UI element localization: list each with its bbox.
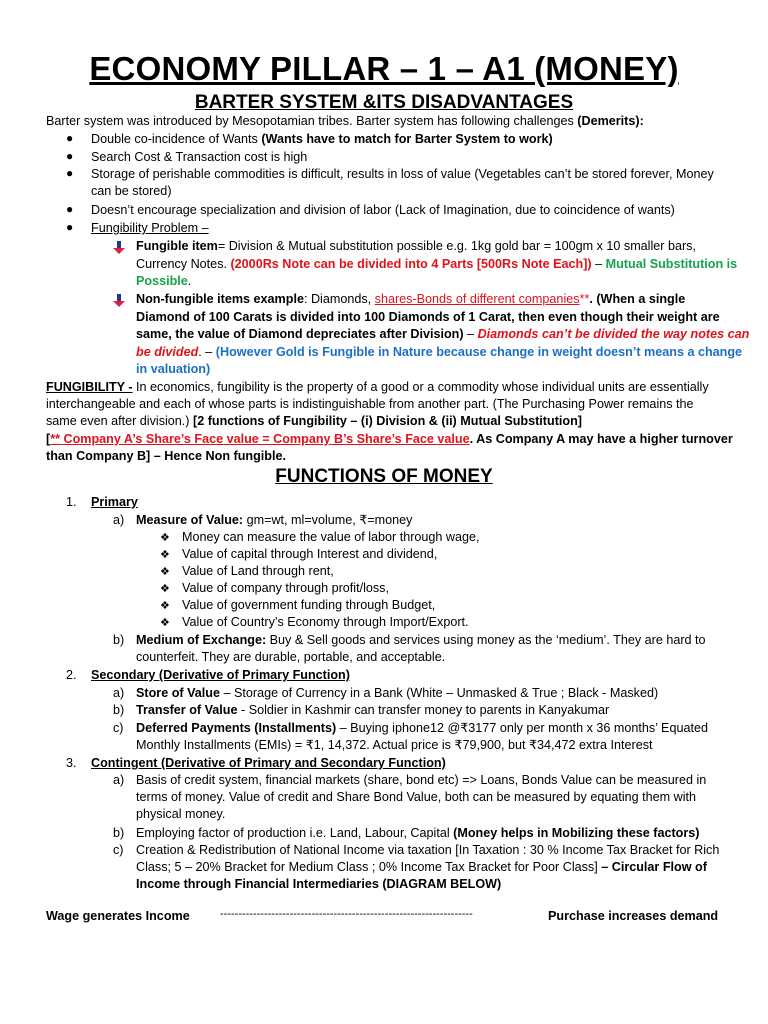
list-item: Fungibility Problem – bbox=[91, 221, 209, 235]
deferred-payments: Deferred Payments (Installments) – Buying iphone12 @₹3177 only per month x 36 months’ Equated bbox=[136, 721, 708, 735]
list-letter: b) bbox=[113, 826, 125, 840]
arrow-down-icon bbox=[113, 241, 125, 255]
diamond-bullet-icon: ❖ bbox=[160, 583, 170, 595]
diamond-bullet-icon: ❖ bbox=[160, 532, 170, 544]
nonfungible-line-3: same, the value of Diamond depreciates after Division) – Diamonds can’t be divided the way notes can bbox=[136, 327, 750, 341]
list-item: Double co-incidence of Wants (Wants have to match for Barter System to work) bbox=[91, 132, 553, 146]
list-letter: a) bbox=[113, 513, 125, 527]
deferred-payments-cont: Monthly Installments (EMIs) = ₹1, 14,372. Actual price is ₹79,900, but ₹34,472 extra Interest bbox=[136, 738, 653, 752]
diamond-bullet-icon: ❖ bbox=[160, 549, 170, 561]
fungible-line-2: Currency Notes. (2000Rs Note can be divided into 4 Parts [500Rs Note Each]) – Mutual Substitution is bbox=[136, 257, 738, 271]
credit-system-cont: terms of money. Value of credit and Share Bond Value, both can be measured by equating them with bbox=[136, 790, 697, 804]
fungibility-def-5: than Company B] – Hence Non fungible. bbox=[46, 449, 286, 463]
list-item: Value of Land through rent, bbox=[182, 564, 334, 578]
barter-intro: Barter system was introduced by Mesopotamian tribes. Barter system has following challenges (Demerits): bbox=[46, 114, 644, 128]
fungibility-def-2: interchangeable and each of whose parts is indistinguishable from another part. (The Purchasing Power remains the bbox=[46, 397, 694, 411]
fungibility-def-3: same even after division.) [2 functions of Fungibility – (i) Division & (ii) Mutual Substitution] bbox=[46, 414, 582, 428]
list-item: Doesn’t encourage specialization and division of labor (Lack of Imagination, due to coincidence of wants) bbox=[91, 203, 675, 217]
fungibility-def-4: [** Company A’s Share’s Face value = Company B’s Share’s Face value. As Company A may have a higher turnover bbox=[46, 432, 733, 446]
bullet-icon: ● bbox=[66, 149, 74, 163]
bullet-icon: ● bbox=[66, 131, 74, 145]
list-letter: a) bbox=[113, 773, 125, 787]
diamond-bullet-icon: ❖ bbox=[160, 600, 170, 612]
fungible-line-1: Fungible item= Division & Mutual substitution possible e.g. 1kg gold bar = 100gm x 10 smaller bars, bbox=[136, 239, 696, 253]
nonfungible-line-5: in valuation) bbox=[136, 362, 211, 376]
list-letter: a) bbox=[113, 686, 125, 700]
nonfungible-line-1: Non-fungible items example: Diamonds, shares-Bonds of different companies**. (When a single bbox=[136, 292, 686, 306]
diagram-dashed-line: --------------------------------------------------------------------- bbox=[220, 908, 473, 920]
diamond-bullet-icon: ❖ bbox=[160, 566, 170, 578]
list-letter: c) bbox=[113, 721, 124, 735]
bullet-icon: ● bbox=[66, 202, 74, 216]
list-item: Money can measure the value of labor through wage, bbox=[182, 530, 480, 544]
list-item: Value of Country’s Economy through Import/Export. bbox=[182, 615, 469, 629]
list-item: Value of government funding through Budget, bbox=[182, 598, 436, 612]
fungible-line-3: Possible. bbox=[136, 274, 192, 288]
list-letter: b) bbox=[113, 633, 125, 647]
page-title: ECONOMY PILLAR – 1 – A1 (MONEY) bbox=[89, 50, 679, 87]
list-item: Storage of perishable commodities is difficult, results in loss of value (Vegetables can’t be stored forever, Money bbox=[91, 167, 714, 181]
list-number: 2. bbox=[66, 668, 77, 682]
credit-system-cont: physical money. bbox=[136, 807, 226, 821]
factors-of-production: Employing factor of production i.e. Land, Labour, Capital (Money helps in Mobilizing these factors) bbox=[136, 826, 700, 840]
nonfungible-line-2: Diamond of 100 Carats is divided into 100 Diamonds of 1 Carat, then even though their weight are bbox=[136, 310, 720, 324]
list-number: 1. bbox=[66, 495, 77, 509]
diagram-left-label: Wage generates Income bbox=[46, 909, 190, 923]
primary-label: Primary bbox=[91, 495, 138, 509]
list-letter: c) bbox=[113, 843, 124, 857]
list-number: 3. bbox=[66, 756, 77, 770]
store-of-value: Store of Value – Storage of Currency in a Bank (White – Unmasked & True ; Black - Masked) bbox=[136, 686, 659, 700]
list-item: Search Cost & Transaction cost is high bbox=[91, 150, 308, 164]
list-item: Value of company through profit/loss, bbox=[182, 581, 389, 595]
diamond-bullet-icon: ❖ bbox=[160, 617, 170, 629]
bullet-icon: ● bbox=[66, 166, 74, 180]
barter-heading: BARTER SYSTEM &ITS DISADVANTAGES bbox=[194, 92, 574, 113]
list-item: Value of capital through Interest and dividend, bbox=[182, 547, 438, 561]
diagram-right-label: Purchase increases demand bbox=[548, 909, 719, 923]
functions-heading: FUNCTIONS OF MONEY bbox=[275, 466, 493, 487]
bullet-icon: ● bbox=[66, 220, 74, 234]
national-income-cont: Income through Financial Intermediaries (DIAGRAM BELOW) bbox=[136, 877, 502, 891]
transfer-of-value: Transfer of Value - Soldier in Kashmir can transfer money to parents in Kanyakumar bbox=[136, 703, 610, 717]
nonfungible-line-4: be divided. – (However Gold is Fungible in Nature because change in weight doesn’t means a change bbox=[136, 345, 743, 359]
medium-of-exchange: Medium of Exchange: Buy & Sell goods and services using money as the ‘medium’. They are hard to bbox=[136, 633, 706, 647]
national-income-cont: Class; 5 – 20% Bracket for Medium Class ; 0% Income Tax Bracket for Poor Class] – Circular Flow of bbox=[136, 860, 707, 874]
medium-of-exchange-cont: counterfeit. They are durable, portable, and acceptable. bbox=[136, 650, 446, 664]
secondary-label: Secondary (Derivative of Primary Function) bbox=[91, 668, 350, 682]
national-income: Creation & Redistribution of National Income via taxation [In Taxation : 30 % Income Tax Bracket for Rich bbox=[136, 843, 720, 857]
credit-system: Basis of credit system, financial markets (share, bond etc) => Loans, Bonds Value can be measured in bbox=[136, 773, 707, 787]
contingent-label: Contingent (Derivative of Primary and Secondary Function) bbox=[91, 756, 446, 770]
measure-of-value: Measure of Value: gm=wt, ml=volume, ₹=money bbox=[136, 513, 413, 527]
list-item-continuation: can be stored) bbox=[91, 184, 172, 198]
fungibility-def-1: FUNGIBILITY - In economics, fungibility is the property of a good or a commodity whose individual units are essentially bbox=[46, 380, 709, 394]
list-letter: b) bbox=[113, 703, 125, 717]
arrow-down-icon bbox=[113, 294, 125, 308]
